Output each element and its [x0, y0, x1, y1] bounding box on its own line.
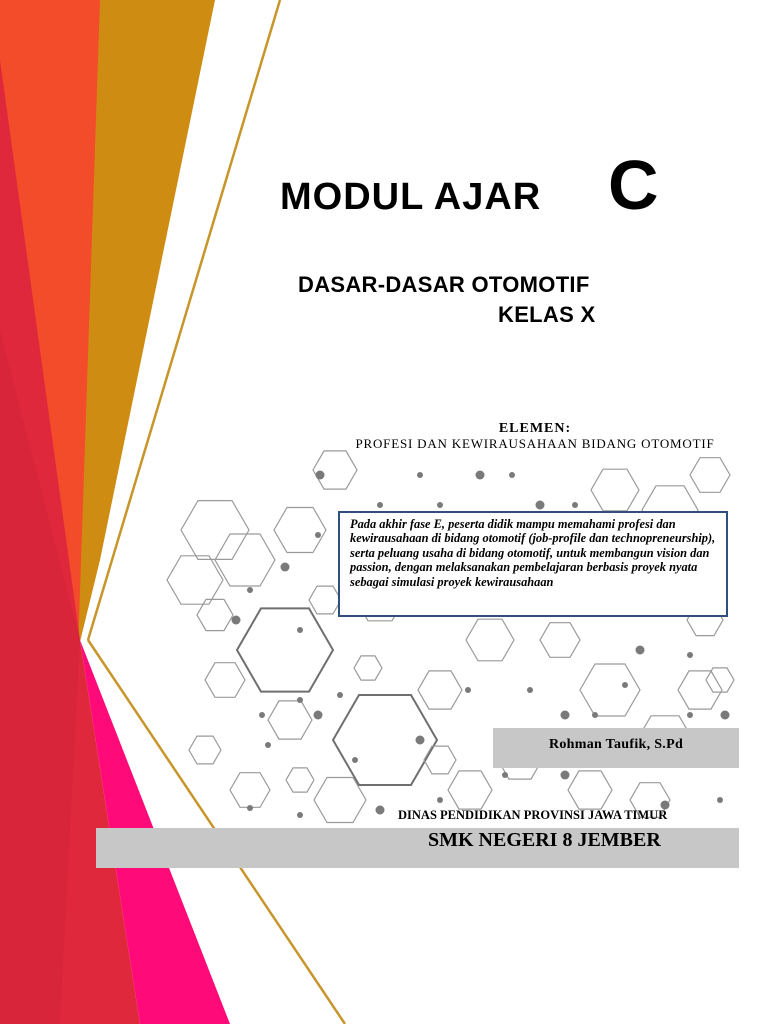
hexagon-shape	[690, 458, 730, 493]
hexagon-shape	[591, 469, 639, 511]
hexagon-dot	[509, 472, 515, 478]
hexagon-shape	[706, 668, 734, 692]
hexagon-shape	[448, 771, 492, 809]
hexagon-dot	[437, 797, 443, 803]
subject-title: DASAR-DASAR OTOMOTIF	[298, 272, 590, 297]
hexagon-dot	[265, 742, 271, 748]
hexagon-dot	[247, 587, 253, 593]
hexagon-dot	[352, 757, 358, 763]
hexagon-shape	[418, 671, 462, 709]
hexagon-shape	[424, 746, 456, 774]
author-name: Rohman Taufik, S.Pd	[548, 737, 684, 752]
hexagon-dot	[377, 502, 383, 508]
hexagon-dot	[247, 805, 253, 811]
school-name: SMK NEGERI 8 JEMBER	[428, 829, 661, 851]
hexagon-shape	[205, 663, 245, 698]
hexagon-dot	[314, 711, 323, 720]
learning-goal-text: Pada akhir fase E, peserta didik mampu memahami profesi dan kewirausahaan di bidang otomotif (job-profile dan technopreneurship), serta peluang usaha di bidang otomotif, untuk membangun vision dan passion, dengan melaksanakan pembelajaran berbasis proyek nyata sebagai simulasi proyek kewirausahaan	[350, 517, 716, 589]
hexagon-shape	[286, 768, 314, 792]
hexagon-dot	[561, 711, 570, 720]
hexagon-shape	[189, 736, 221, 764]
hexagon-dot	[561, 771, 570, 780]
hexagon-dot	[259, 712, 265, 718]
hexagon-shape	[181, 501, 249, 560]
hexagon-dot	[721, 711, 730, 720]
hexagon-dot	[337, 692, 343, 698]
hexagon-shape	[466, 619, 514, 661]
hexagon-dot	[476, 471, 485, 480]
grade-title: KELAS X	[498, 302, 596, 327]
hexagon-shape	[354, 656, 382, 680]
hexagon-dot	[687, 712, 693, 718]
hexagon-shape	[268, 701, 312, 739]
hexagon-dot	[316, 471, 325, 480]
hexagon-shape	[580, 664, 640, 716]
hexagon-shape	[167, 556, 223, 604]
hexagon-dot	[465, 687, 471, 693]
hexagon-dot	[281, 563, 290, 572]
hexagon-dot	[297, 627, 303, 633]
hexagon-dot	[376, 806, 385, 815]
hexagon-shape	[274, 508, 326, 553]
module-letter: C	[608, 146, 659, 224]
hexagon-dot	[536, 501, 545, 510]
hexagon-shape	[309, 586, 341, 614]
hexagon-dot	[315, 532, 321, 538]
hexagon-shape	[237, 608, 333, 691]
hexagon-shape	[568, 771, 612, 809]
hexagon-dot	[417, 472, 423, 478]
element-heading: ELEMEN:	[498, 421, 572, 436]
hexagon-dot	[232, 616, 241, 625]
hexagon-dot	[297, 812, 303, 818]
module-title: MODUL AJAR	[280, 176, 542, 218]
hexagon-shape	[678, 671, 722, 709]
element-text: PROFESI DAN KEWIRAUSAHAAN BIDANG OTOMOTIF	[355, 436, 715, 451]
hexagon-dot	[592, 712, 598, 718]
hexagon-dot	[297, 697, 303, 703]
hexagon-dot	[416, 736, 425, 745]
hexagon-dot	[717, 797, 723, 803]
hexagon-shape	[230, 773, 270, 808]
agency-name: DINAS PENDIDIKAN PROVINSI JAWA TIMUR	[398, 808, 668, 822]
learning-goal-box	[338, 511, 728, 617]
hexagon-dot	[527, 687, 533, 693]
hexagon-dot	[572, 502, 578, 508]
hexagon-dot	[636, 646, 645, 655]
hexagon-dot	[437, 502, 443, 508]
hexagon-dot	[622, 682, 628, 688]
hexagon-dot	[687, 652, 693, 658]
hexagon-dot	[502, 772, 508, 778]
hexagon-shape	[313, 451, 357, 489]
hexagon-shape	[540, 623, 580, 658]
